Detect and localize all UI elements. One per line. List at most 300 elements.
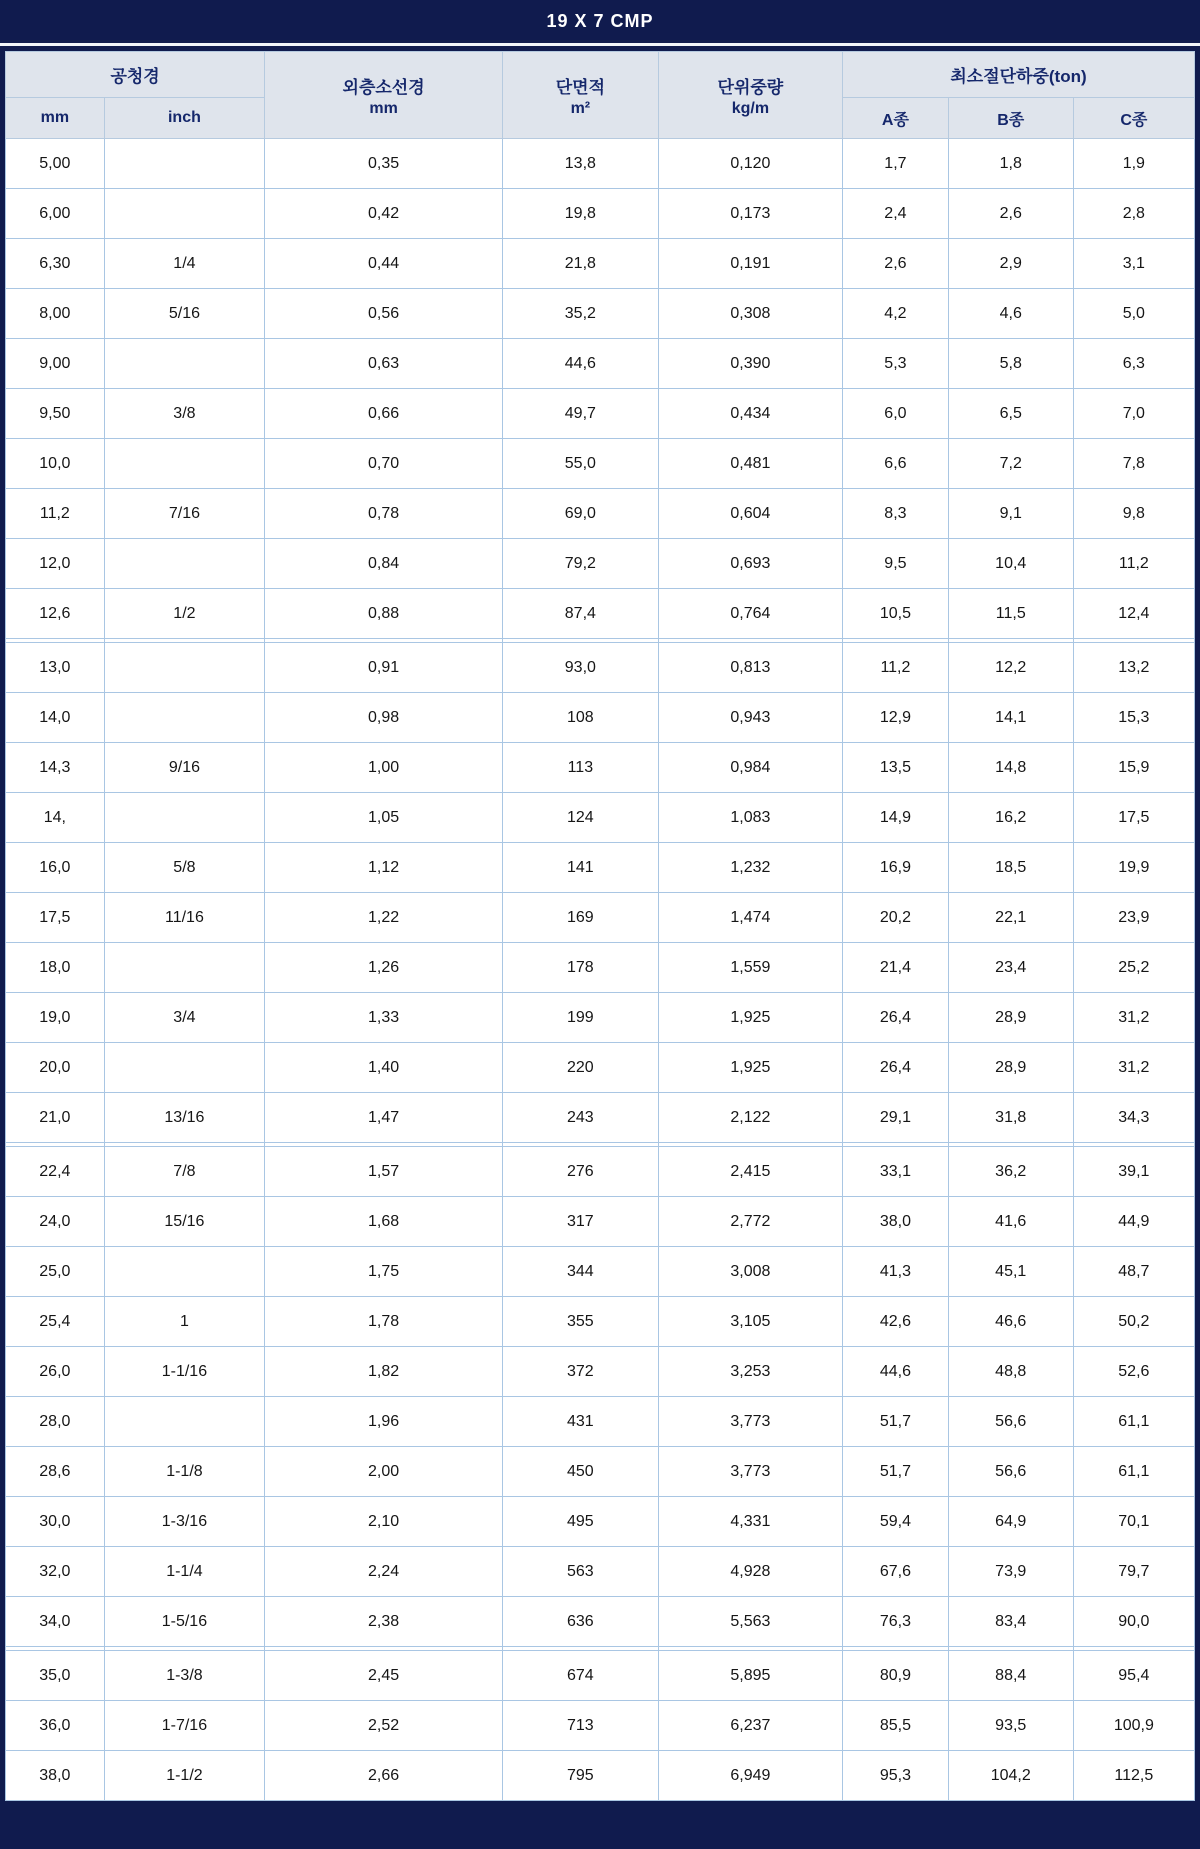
table-cell: 34,0	[6, 1597, 105, 1647]
table-cell: 1,75	[265, 1247, 503, 1297]
table-cell: 17,5	[6, 893, 105, 943]
table-cell: 431	[502, 1397, 658, 1447]
table-cell: 18,0	[6, 943, 105, 993]
table-row	[6, 743, 1195, 793]
table-cell: 25,4	[6, 1297, 105, 1347]
table-cell: 61,1	[1073, 1397, 1194, 1447]
table-cell: 495	[502, 1497, 658, 1547]
table-cell: 12,0	[6, 539, 105, 589]
table-cell: 2,8	[1073, 189, 1194, 239]
table-cell: 1-3/8	[104, 1651, 265, 1701]
table-cell: 9,1	[948, 489, 1073, 539]
table-cell	[104, 643, 265, 693]
table-cell: 90,0	[1073, 1597, 1194, 1647]
table-cell: 0,56	[265, 289, 503, 339]
table-cell: 0,98	[265, 693, 503, 743]
table-cell	[104, 943, 265, 993]
table-cell: 15,3	[1073, 693, 1194, 743]
table-cell: 6,5	[948, 389, 1073, 439]
header-grade-b	[948, 98, 1073, 139]
table-cell: 141	[502, 843, 658, 893]
table-cell: 20,2	[843, 893, 949, 943]
table-cell: 1,474	[658, 893, 842, 943]
table-cell: 1,22	[265, 893, 503, 943]
table-cell: 23,4	[948, 943, 1073, 993]
table-cell: 9/16	[104, 743, 265, 793]
table-cell: 317	[502, 1197, 658, 1247]
table-cell: 1-1/8	[104, 1447, 265, 1497]
header-nominal-diameter-label: 공청경	[110, 67, 160, 86]
table-cell: 0,78	[265, 489, 503, 539]
title-bar	[0, 0, 1200, 43]
header-outer-wire-label: 외층소선경	[342, 77, 425, 97]
header-inch-label: inch	[167, 109, 201, 126]
table-cell: 1,40	[265, 1043, 503, 1093]
table-cell: 79,2	[502, 539, 658, 589]
table-row	[6, 1043, 1195, 1093]
table-row	[6, 239, 1195, 289]
table-cell: 11/16	[104, 893, 265, 943]
table-cell: 13,0	[6, 643, 105, 693]
table-cell: 20,0	[6, 1043, 105, 1093]
table-cell: 1,9	[1073, 139, 1194, 189]
table-cell: 0,390	[658, 339, 842, 389]
table-row	[6, 589, 1195, 639]
table-cell: 7,2	[948, 439, 1073, 489]
table-cell: 49,7	[502, 389, 658, 439]
header-grade-a-label: A종	[881, 111, 909, 129]
table-cell: 16,0	[6, 843, 105, 893]
table-cell: 6,237	[658, 1701, 842, 1751]
table-cell: 1-1/16	[104, 1347, 265, 1397]
table-cell: 636	[502, 1597, 658, 1647]
table-cell: 0,173	[658, 189, 842, 239]
table-cell: 21,8	[502, 239, 658, 289]
table-row	[6, 539, 1195, 589]
table-cell: 28,0	[6, 1397, 105, 1447]
table-cell: 1/4	[104, 239, 265, 289]
table-row	[6, 843, 1195, 893]
table-cell: 5,3	[843, 339, 949, 389]
table-cell: 3,105	[658, 1297, 842, 1347]
table-cell: 30,0	[6, 1497, 105, 1547]
table-cell	[104, 1397, 265, 1447]
table-cell: 6,30	[6, 239, 105, 289]
table-cell: 11,2	[6, 489, 105, 539]
table-cell	[104, 1043, 265, 1093]
table-cell: 1,26	[265, 943, 503, 993]
table-row	[6, 1597, 1195, 1647]
table-cell: 0,42	[265, 189, 503, 239]
table-cell: 14,3	[6, 743, 105, 793]
table-cell: 10,0	[6, 439, 105, 489]
table-cell: 6,6	[843, 439, 949, 489]
table-cell: 0,434	[658, 389, 842, 439]
table-row	[6, 893, 1195, 943]
table-cell: 14,8	[948, 743, 1073, 793]
table-cell: 48,7	[1073, 1247, 1194, 1297]
table-cell: 674	[502, 1651, 658, 1701]
table-cell: 5/16	[104, 289, 265, 339]
table-cell: 0,191	[658, 239, 842, 289]
table-cell: 13,2	[1073, 643, 1194, 693]
table-cell: 12,2	[948, 643, 1073, 693]
table-cell: 1-5/16	[104, 1597, 265, 1647]
table-cell: 44,6	[502, 339, 658, 389]
table-cell: 29,1	[843, 1093, 949, 1143]
header-section-area-label: 단면적	[555, 77, 605, 97]
table-cell: 2,415	[658, 1147, 842, 1197]
table-row	[6, 1147, 1195, 1197]
header-min-breaking-load-label: 최소절단하중(ton)	[950, 67, 1087, 86]
table-cell: 1,8	[948, 139, 1073, 189]
table-cell: 1,232	[658, 843, 842, 893]
table-cell: 14,1	[948, 693, 1073, 743]
table-cell: 48,8	[948, 1347, 1073, 1397]
table-cell: 8,3	[843, 489, 949, 539]
table-row	[6, 1651, 1195, 1701]
table-cell: 12,4	[1073, 589, 1194, 639]
table-row	[6, 1093, 1195, 1143]
table-cell: 51,7	[843, 1447, 949, 1497]
table-cell: 31,2	[1073, 1043, 1194, 1093]
table-cell: 31,2	[1073, 993, 1194, 1043]
table-cell: 7,0	[1073, 389, 1194, 439]
table-cell: 4,928	[658, 1547, 842, 1597]
table-cell: 32,0	[6, 1547, 105, 1597]
table-cell: 9,50	[6, 389, 105, 439]
table-cell: 0,91	[265, 643, 503, 693]
table-cell: 1,083	[658, 793, 842, 843]
table-cell: 1/2	[104, 589, 265, 639]
table-cell: 169	[502, 893, 658, 943]
table-row	[6, 189, 1195, 239]
table-cell: 95,4	[1073, 1651, 1194, 1701]
table-cell: 0,70	[265, 439, 503, 489]
table-cell: 21,4	[843, 943, 949, 993]
table-cell: 56,6	[948, 1397, 1073, 1447]
table-cell: 17,5	[1073, 793, 1194, 843]
table-cell	[104, 793, 265, 843]
table-cell: 22,4	[6, 1147, 105, 1197]
table-cell: 372	[502, 1347, 658, 1397]
table-cell: 3,008	[658, 1247, 842, 1297]
table-cell: 33,1	[843, 1147, 949, 1197]
table-row	[6, 1547, 1195, 1597]
table-cell: 83,4	[948, 1597, 1073, 1647]
spec-table	[5, 51, 1195, 1801]
table-cell: 38,0	[6, 1751, 105, 1801]
table-cell: 13,5	[843, 743, 949, 793]
table-cell: 104,2	[948, 1751, 1073, 1801]
table-cell: 563	[502, 1547, 658, 1597]
table-cell	[104, 1247, 265, 1297]
table-cell	[104, 439, 265, 489]
table-cell: 73,9	[948, 1547, 1073, 1597]
table-cell: 24,0	[6, 1197, 105, 1247]
table-cell: 0,693	[658, 539, 842, 589]
header-inch	[104, 98, 265, 139]
table-cell: 1,559	[658, 943, 842, 993]
table-cell: 87,4	[502, 589, 658, 639]
table-row	[6, 289, 1195, 339]
page-title: 19 X 7 CMP	[546, 11, 654, 31]
table-cell: 13,8	[502, 139, 658, 189]
table-cell: 1,05	[265, 793, 503, 843]
table-cell: 11,5	[948, 589, 1073, 639]
table-cell: 61,1	[1073, 1447, 1194, 1497]
table-cell: 1,78	[265, 1297, 503, 1347]
table-cell: 22,1	[948, 893, 1073, 943]
table-header	[6, 52, 1195, 139]
header-min-breaking-load	[843, 52, 1195, 98]
table-cell: 14,9	[843, 793, 949, 843]
table-cell: 2,52	[265, 1701, 503, 1751]
table-cell: 42,6	[843, 1297, 949, 1347]
table-cell: 1,68	[265, 1197, 503, 1247]
table-cell: 0,88	[265, 589, 503, 639]
table-cell: 35,0	[6, 1651, 105, 1701]
table-cell: 0,120	[658, 139, 842, 189]
table-cell: 276	[502, 1147, 658, 1197]
table-cell: 243	[502, 1093, 658, 1143]
table-cell: 3,1	[1073, 239, 1194, 289]
table-cell: 19,9	[1073, 843, 1194, 893]
table-row	[6, 1347, 1195, 1397]
spec-table-container	[5, 51, 1195, 1801]
table-cell: 108	[502, 693, 658, 743]
table-cell: 31,8	[948, 1093, 1073, 1143]
table-cell: 9,8	[1073, 489, 1194, 539]
table-cell	[104, 339, 265, 389]
table-cell: 36,0	[6, 1701, 105, 1751]
table-cell: 41,3	[843, 1247, 949, 1297]
table-cell: 7/8	[104, 1147, 265, 1197]
table-cell: 4,6	[948, 289, 1073, 339]
table-cell: 19,8	[502, 189, 658, 239]
table-cell: 0,943	[658, 693, 842, 743]
table-row	[6, 793, 1195, 843]
table-cell: 3,773	[658, 1447, 842, 1497]
table-cell: 0,984	[658, 743, 842, 793]
table-cell: 450	[502, 1447, 658, 1497]
table-cell: 80,9	[843, 1651, 949, 1701]
table-cell: 70,1	[1073, 1497, 1194, 1547]
table-row	[6, 643, 1195, 693]
table-cell: 2,6	[843, 239, 949, 289]
table-cell: 5,563	[658, 1597, 842, 1647]
table-cell: 12,6	[6, 589, 105, 639]
table-row	[6, 943, 1195, 993]
header-grade-b-label: B종	[997, 111, 1025, 129]
table-cell: 178	[502, 943, 658, 993]
table-cell: 5/8	[104, 843, 265, 893]
header-mm-label: mm	[40, 109, 70, 126]
header-row-1	[6, 52, 1195, 98]
table-cell: 3/8	[104, 389, 265, 439]
table-cell: 2,10	[265, 1497, 503, 1547]
table-cell: 55,0	[502, 439, 658, 489]
table-cell: 5,8	[948, 339, 1073, 389]
table-cell: 95,3	[843, 1751, 949, 1801]
table-cell: 1,47	[265, 1093, 503, 1143]
table-cell: 25,0	[6, 1247, 105, 1297]
table-row	[6, 1297, 1195, 1347]
table-cell: 35,2	[502, 289, 658, 339]
table-cell: 67,6	[843, 1547, 949, 1597]
table-cell: 2,24	[265, 1547, 503, 1597]
table-row	[6, 389, 1195, 439]
table-cell: 0,66	[265, 389, 503, 439]
table-row	[6, 993, 1195, 1043]
table-cell: 64,9	[948, 1497, 1073, 1547]
table-cell: 1,7	[843, 139, 949, 189]
header-outer-wire-diameter	[265, 52, 503, 139]
table-cell: 3/4	[104, 993, 265, 1043]
table-cell: 44,6	[843, 1347, 949, 1397]
table-cell: 69,0	[502, 489, 658, 539]
header-section-area	[502, 52, 658, 139]
table-cell: 355	[502, 1297, 658, 1347]
table-cell: 2,38	[265, 1597, 503, 1647]
table-cell: 23,9	[1073, 893, 1194, 943]
table-cell: 25,2	[1073, 943, 1194, 993]
table-cell: 93,5	[948, 1701, 1073, 1751]
table-cell: 0,44	[265, 239, 503, 289]
table-cell: 51,7	[843, 1397, 949, 1447]
table-cell: 795	[502, 1751, 658, 1801]
table-cell: 50,2	[1073, 1297, 1194, 1347]
table-row	[6, 1197, 1195, 1247]
table-cell: 7/16	[104, 489, 265, 539]
table-cell: 1,96	[265, 1397, 503, 1447]
table-cell: 1-3/16	[104, 1497, 265, 1547]
table-cell	[104, 189, 265, 239]
table-cell: 0,604	[658, 489, 842, 539]
table-cell: 0,481	[658, 439, 842, 489]
table-cell: 0,813	[658, 643, 842, 693]
table-cell: 2,6	[948, 189, 1073, 239]
table-cell: 1,57	[265, 1147, 503, 1197]
table-cell: 16,2	[948, 793, 1073, 843]
table-cell: 11,2	[1073, 539, 1194, 589]
table-cell: 10,5	[843, 589, 949, 639]
table-row	[6, 1247, 1195, 1297]
table-cell: 11,2	[843, 643, 949, 693]
table-row	[6, 1447, 1195, 1497]
table-row	[6, 439, 1195, 489]
table-cell: 34,3	[1073, 1093, 1194, 1143]
table-cell: 14,	[6, 793, 105, 843]
table-cell: 0,84	[265, 539, 503, 589]
table-cell: 3,253	[658, 1347, 842, 1397]
table-row	[6, 489, 1195, 539]
table-row	[6, 339, 1195, 389]
table-cell: 39,1	[1073, 1147, 1194, 1197]
table-cell: 6,0	[843, 389, 949, 439]
table-cell: 79,7	[1073, 1547, 1194, 1597]
table-row	[6, 1397, 1195, 1447]
table-body	[6, 139, 1195, 1801]
table-cell: 4,2	[843, 289, 949, 339]
header-grade-c	[1073, 98, 1194, 139]
table-row	[6, 1701, 1195, 1751]
table-cell: 8,00	[6, 289, 105, 339]
table-cell: 100,9	[1073, 1701, 1194, 1751]
table-cell: 18,5	[948, 843, 1073, 893]
table-cell: 1,925	[658, 1043, 842, 1093]
table-cell	[104, 539, 265, 589]
table-cell: 3,773	[658, 1397, 842, 1447]
table-cell: 21,0	[6, 1093, 105, 1143]
table-cell: 76,3	[843, 1597, 949, 1647]
table-cell: 46,6	[948, 1297, 1073, 1347]
table-cell: 85,5	[843, 1701, 949, 1751]
table-cell: 1,33	[265, 993, 503, 1043]
table-cell: 9,5	[843, 539, 949, 589]
header-unit-weight-label: 단위중량	[717, 77, 784, 97]
table-cell: 6,949	[658, 1751, 842, 1801]
table-cell: 1	[104, 1297, 265, 1347]
header-grade-c-label: C종	[1120, 111, 1148, 129]
table-cell: 88,4	[948, 1651, 1073, 1701]
table-cell: 44,9	[1073, 1197, 1194, 1247]
table-cell: 1-7/16	[104, 1701, 265, 1751]
table-cell: 6,3	[1073, 339, 1194, 389]
table-cell: 16,9	[843, 843, 949, 893]
table-cell: 15,9	[1073, 743, 1194, 793]
table-cell: 12,9	[843, 693, 949, 743]
table-cell: 28,9	[948, 993, 1073, 1043]
table-cell: 15/16	[104, 1197, 265, 1247]
table-cell: 124	[502, 793, 658, 843]
table-cell: 1,00	[265, 743, 503, 793]
table-cell: 713	[502, 1701, 658, 1751]
table-cell: 5,0	[1073, 289, 1194, 339]
table-cell: 36,2	[948, 1147, 1073, 1197]
header-section-area-unit: m²	[570, 99, 591, 117]
table-cell: 52,6	[1073, 1347, 1194, 1397]
table-cell: 2,772	[658, 1197, 842, 1247]
table-row	[6, 1497, 1195, 1547]
table-cell: 344	[502, 1247, 658, 1297]
table-cell: 0,308	[658, 289, 842, 339]
table-cell: 26,4	[843, 1043, 949, 1093]
table-cell: 1,82	[265, 1347, 503, 1397]
table-cell: 113	[502, 743, 658, 793]
table-cell: 28,9	[948, 1043, 1073, 1093]
header-grade-a	[843, 98, 949, 139]
table-cell: 1,925	[658, 993, 842, 1043]
table-cell: 6,00	[6, 189, 105, 239]
table-cell: 14,0	[6, 693, 105, 743]
table-cell: 2,4	[843, 189, 949, 239]
table-cell: 59,4	[843, 1497, 949, 1547]
table-cell: 2,66	[265, 1751, 503, 1801]
header-mm	[6, 98, 105, 139]
table-cell: 38,0	[843, 1197, 949, 1247]
table-cell	[104, 693, 265, 743]
table-cell: 1-1/4	[104, 1547, 265, 1597]
header-nominal-diameter	[6, 52, 265, 98]
table-cell: 2,45	[265, 1651, 503, 1701]
title-divider	[0, 43, 1200, 46]
table-cell: 26,0	[6, 1347, 105, 1397]
table-cell: 28,6	[6, 1447, 105, 1497]
table-cell: 199	[502, 993, 658, 1043]
table-cell: 2,9	[948, 239, 1073, 289]
table-cell: 0,35	[265, 139, 503, 189]
